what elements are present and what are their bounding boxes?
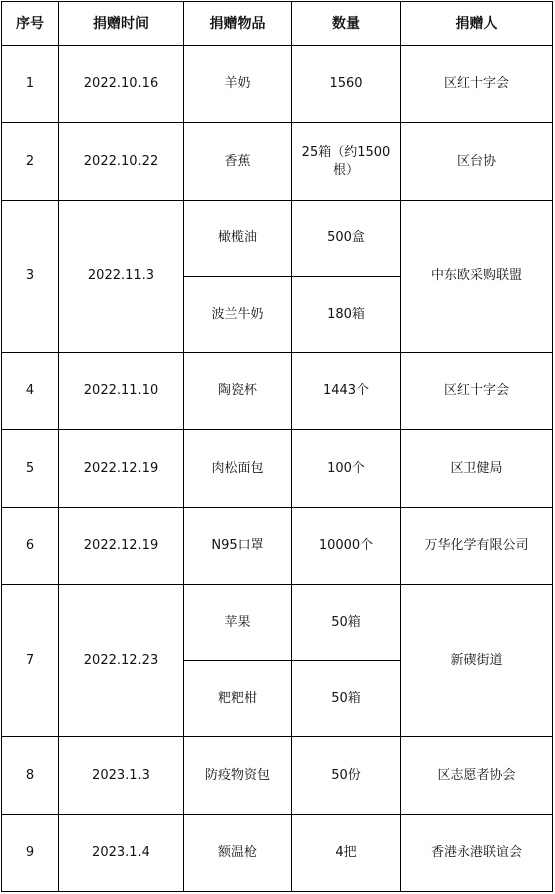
donor: 区红十字会 bbox=[401, 353, 553, 430]
quantity: 1560 bbox=[292, 46, 401, 123]
table-row bbox=[2, 123, 553, 200]
donated-item: 羊奶 bbox=[184, 46, 292, 123]
row-number: 6 bbox=[2, 507, 59, 584]
donation-date: 2022.12.19 bbox=[59, 430, 184, 507]
row-number: 4 bbox=[2, 353, 59, 430]
donation-date: 2023.1.3 bbox=[59, 737, 184, 814]
table-row bbox=[2, 737, 553, 814]
table-row bbox=[2, 814, 553, 891]
donor: 中东欧采购联盟 bbox=[401, 200, 553, 353]
table-row bbox=[2, 353, 553, 430]
table-row bbox=[2, 430, 553, 507]
donated-item: 苹果 bbox=[184, 584, 292, 660]
header-date: 捐赠时间 bbox=[59, 2, 184, 46]
donor: 香港永港联谊会 bbox=[401, 814, 553, 891]
row-number: 2 bbox=[2, 123, 59, 200]
quantity: 50份 bbox=[292, 737, 401, 814]
quantity: 1443个 bbox=[292, 353, 401, 430]
table-row bbox=[2, 200, 553, 276]
donor: 万华化学有限公司 bbox=[401, 507, 553, 584]
donated-item: 额温枪 bbox=[184, 814, 292, 891]
quantity: 500盒 bbox=[292, 200, 401, 276]
donated-item: N95口罩 bbox=[184, 507, 292, 584]
donation-date: 2022.12.19 bbox=[59, 507, 184, 584]
donor: 区台协 bbox=[401, 123, 553, 200]
row-number: 5 bbox=[2, 430, 59, 507]
donation-date: 2022.12.23 bbox=[59, 584, 184, 737]
donor: 区志愿者协会 bbox=[401, 737, 553, 814]
quantity: 4把 bbox=[292, 814, 401, 891]
donor: 新碶街道 bbox=[401, 584, 553, 737]
header-item: 捐赠物品 bbox=[184, 2, 292, 46]
quantity: 180箱 bbox=[292, 276, 401, 352]
row-number: 9 bbox=[2, 814, 59, 891]
quantity: 100个 bbox=[292, 430, 401, 507]
donated-item: 肉松面包 bbox=[184, 430, 292, 507]
quantity: 25箱（约1500根） bbox=[292, 123, 401, 200]
donation-table bbox=[1, 1, 553, 892]
table-row bbox=[2, 46, 553, 123]
donation-date: 2022.10.22 bbox=[59, 123, 184, 200]
table-row bbox=[2, 507, 553, 584]
donated-item: 橄榄油 bbox=[184, 200, 292, 276]
donation-date: 2022.11.10 bbox=[59, 353, 184, 430]
donor: 区卫健局 bbox=[401, 430, 553, 507]
donor: 区红十字会 bbox=[401, 46, 553, 123]
row-number: 8 bbox=[2, 737, 59, 814]
donation-date: 2022.11.3 bbox=[59, 200, 184, 353]
row-number: 3 bbox=[2, 200, 59, 353]
donated-item: 防疫物资包 bbox=[184, 737, 292, 814]
donated-item: 香蕉 bbox=[184, 123, 292, 200]
header-donor: 捐赠人 bbox=[401, 2, 553, 46]
quantity: 50箱 bbox=[292, 584, 401, 660]
header-no: 序号 bbox=[2, 2, 59, 46]
donated-item: 波兰牛奶 bbox=[184, 276, 292, 352]
row-number: 1 bbox=[2, 46, 59, 123]
table-row bbox=[2, 584, 553, 660]
donated-item: 陶瓷杯 bbox=[184, 353, 292, 430]
quantity: 10000个 bbox=[292, 507, 401, 584]
row-number: 7 bbox=[2, 584, 59, 737]
quantity: 50箱 bbox=[292, 661, 401, 737]
header-quantity: 数量 bbox=[292, 2, 401, 46]
donation-date: 2023.1.4 bbox=[59, 814, 184, 891]
donated-item: 粑粑柑 bbox=[184, 661, 292, 737]
header-row bbox=[2, 2, 553, 46]
donation-date: 2022.10.16 bbox=[59, 46, 184, 123]
